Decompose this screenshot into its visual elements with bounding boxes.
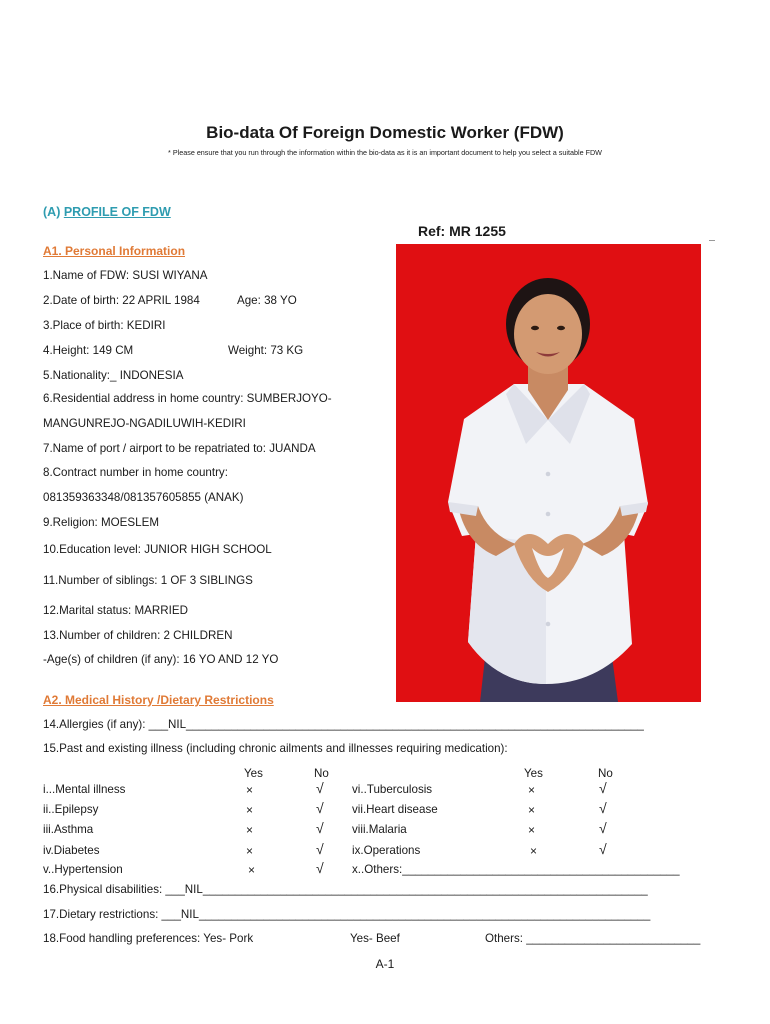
candidate-photo [396,244,701,702]
photo-corner-mark [709,240,715,241]
col-yes-left: Yes [244,767,263,780]
diabetes-yes-mark: × [246,844,254,858]
field-nationality: 5.Nationality:_ INDONESIA [43,369,184,382]
operations-no-check: √ [599,841,607,857]
col-no-right: No [598,767,613,780]
field-children: 13.Number of children: 2 CHILDREN [43,629,233,642]
illness-malaria: viii.Malaria [352,823,407,836]
col-yes-right: Yes [524,767,543,780]
illness-epilepsy: ii..Epilepsy [43,803,99,816]
heart-yes-mark: × [528,803,536,817]
field-religion: 9.Religion: MOESLEM [43,516,159,529]
portrait-figure [396,244,701,702]
field-allergies: 14.Allergies (if any): ___NIL_______________________________________________________________________ [43,718,644,731]
tuberculosis-no-check: √ [599,780,607,796]
field-name: 1.Name of FDW: SUSI WIYANA [43,269,208,282]
field-dietary-restrictions: 17.Dietary restrictions: ___NIL______________________________________________________________________ [43,908,651,921]
col-no-left: No [314,767,329,780]
field-address-line1: 6.Residential address in home country: SUMBERJOYO- [43,392,332,405]
illness-tuberculosis: vi..Tuberculosis [352,783,433,796]
field-dob: 2.Date of birth: 22 APRIL 1984 [43,294,200,307]
document-subtitle: * Please ensure that you run through the information within the bio-data as it is an important document to help you select a suitable FDW [168,148,602,157]
a2-heading: A2. Medical History /Dietary Restrictions [43,693,274,707]
field-place-of-birth: 3.Place of birth: KEDIRI [43,319,166,332]
illness-asthma: iii.Asthma [43,823,94,836]
page-number: A-1 [375,957,395,971]
asthma-yes-mark: × [246,823,254,837]
asthma-no-check: √ [316,820,324,836]
illness-others: x..Others:___________________________________________ [352,863,680,876]
heart-no-check: √ [599,800,607,816]
field-food-pork: 18.Food handling preferences: Yes- Pork [43,932,254,945]
reference-number: Ref: MR 1255 [418,223,506,239]
illness-hypertension: v..Hypertension [43,863,123,876]
field-food-beef: Yes- Beef [350,932,400,945]
illness-diabetes: iv.Diabetes [43,844,100,857]
field-illness-question: 15.Past and existing illness (including chronic ailments and illnesses requiring medication): [43,742,508,755]
mental-yes-mark: × [246,783,254,797]
document-title: Bio-data Of Foreign Domestic Worker (FDW) [206,123,564,142]
field-contact-value: 081359363348/081357605855 (ANAK) [43,491,244,504]
field-education: 10.Education level: JUNIOR HIGH SCHOOL [43,543,272,556]
field-port: 7.Name of port / airport to be repatriated to: JUANDA [43,442,316,455]
a1-heading: A1. Personal Information [43,244,186,258]
illness-operations: ix.Operations [352,844,421,857]
malaria-yes-mark: × [528,823,536,837]
field-height: 4.Height: 149 CM [43,344,134,357]
field-marital: 12.Marital status: MARRIED [43,604,188,617]
diabetes-no-check: √ [316,841,324,857]
illness-heart: vii.Heart disease [352,803,438,816]
tuberculosis-yes-mark: × [528,783,536,797]
hypertension-yes-mark: × [248,863,256,877]
malaria-no-check: √ [599,820,607,836]
mental-no-check: √ [316,780,324,796]
field-children-age: -Age(s) of children (if any): 16 YO AND 12 YO [43,653,279,666]
illness-mental: i...Mental illness [43,783,126,796]
field-physical-disabilities: 16.Physical disabilities: ___NIL_____________________________________________________________________ [43,883,648,896]
field-address-line2: MANGUNREJO-NGADILUWIH-KEDIRI [43,417,246,430]
field-food-others: Others: ___________________________ [485,932,701,945]
field-age: Age: 38 YO [237,294,297,307]
section-a-heading: (A) PROFILE OF FDW [43,205,171,219]
field-siblings: 11.Number of siblings: 1 OF 3 SIBLINGS [43,574,253,587]
field-contact-label: 8.Contract number in home country: [43,466,228,479]
operations-yes-mark: × [530,844,538,858]
hypertension-no-check: √ [316,860,324,876]
epilepsy-yes-mark: × [246,803,254,817]
field-weight: Weight: 73 KG [228,344,304,357]
epilepsy-no-check: √ [316,800,324,816]
